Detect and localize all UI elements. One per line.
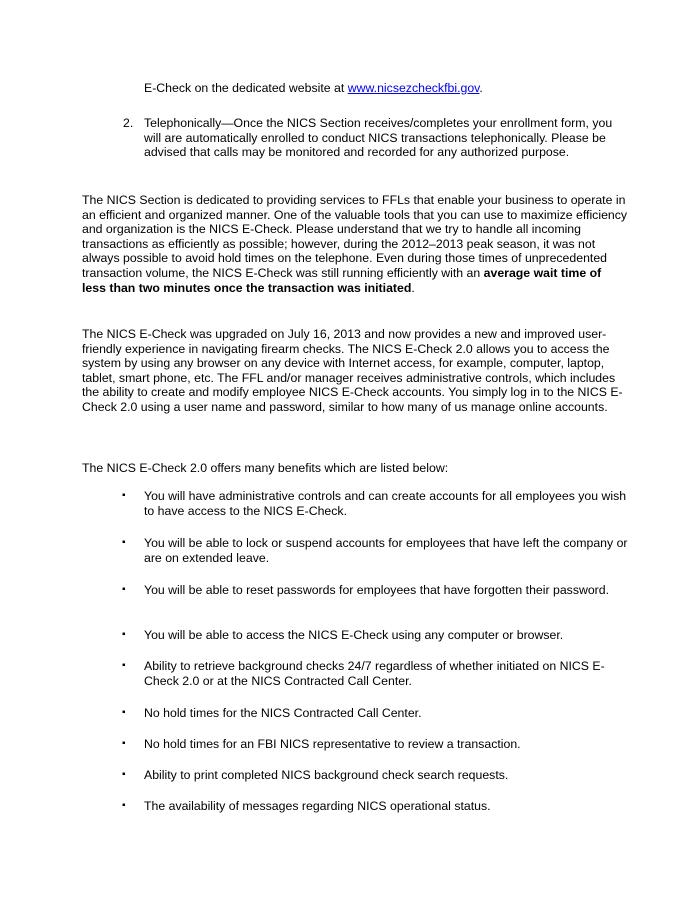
bullet-text: Ability to retrieve background checks 24/7 regardless of whether initiated on NICS E-Check 2.0 or at the NICS Contracted Call Center. bbox=[144, 659, 605, 688]
bullet-icon: ▪ bbox=[122, 584, 126, 595]
bullet-icon: ▪ bbox=[122, 707, 126, 718]
bullet-icon: ▪ bbox=[122, 629, 126, 640]
bullet-text: Ability to print completed NICS background check search requests. bbox=[144, 768, 509, 782]
paragraph-efficiency-bold: average wait time of less than two minutes once the transaction was initiated bbox=[82, 265, 602, 295]
bullet-text: You will be able to access the NICS E-Check using any computer or browser. bbox=[144, 628, 564, 642]
continuation-period: . bbox=[479, 81, 483, 95]
list-number: 2. bbox=[123, 116, 134, 130]
bullet-icon: ▪ bbox=[122, 660, 126, 671]
bullet-icon: ▪ bbox=[122, 490, 126, 501]
paragraph-efficiency-text: The NICS Section is dedicated to providing services to FFLs that enable your business to operate in an efficient and organized manner. One of the valuable tools that you can use to maximize efficiency and organization is the NICS E-Check. Please understand that we try to handle all incoming transactions as efficiently as possible; however, during the 2012–2013 peak season, it was not always possible to avoid hold times on the telephone. Even during those times of unprecedented transaction volume, the NICS E-Check was still running efficiently with an bbox=[82, 193, 628, 280]
bullet-icon: ▪ bbox=[122, 800, 126, 811]
website-link[interactable]: www.nicsezcheckfbi.gov bbox=[347, 81, 480, 95]
bullet-text: You will have administrative controls and can create accounts for all employees you wish to have access to the NICS E-Check. bbox=[144, 489, 627, 518]
bullet-text: No hold times for an FBI NICS representative to review a transaction. bbox=[144, 737, 521, 751]
paragraph-efficiency bbox=[82, 193, 628, 295]
bullet-text: You will be able to reset passwords for employees that have forgotten their password. bbox=[144, 583, 610, 597]
continuation-text: E-Check on the dedicated website at bbox=[144, 81, 348, 95]
list-item-text: Telephonically—Once the NICS Section receives/completes your enrollment form, you will are automatically enrolled to conduct NICS transactions telephonically. Please be advised that calls may be monitored and recorded for any authorized purpose. bbox=[144, 116, 613, 160]
continuation-line bbox=[144, 81, 624, 96]
paragraph-upgrade: The NICS E-Check was upgraded on July 16, 2013 and now provides a new and improved user-friendly experience in navigating firearm checks. The NICS E-Check 2.0 allows you to access the system by using any browser on any device with Internet access, for example, computer, laptop, tablet, smart phone, etc. The FFL and/or manager receives administrative controls, which includes the ability to create and modify employee NICS E-Check accounts. You simply log in to the NICS E-Check 2.0 using a user name and password, similar to how many of us manage online accounts. bbox=[82, 327, 623, 414]
bullet-text: You will be able to lock or suspend accounts for employees that have left the company or are on extended leave. bbox=[144, 536, 628, 565]
bullet-text: The availability of messages regarding NICS operational status. bbox=[144, 799, 491, 813]
bullet-icon: ▪ bbox=[122, 769, 126, 780]
paragraph-efficiency-end: . bbox=[411, 280, 415, 295]
paragraph-benefits-intro: The NICS E-Check 2.0 offers many benefits which are listed below: bbox=[82, 461, 449, 475]
bullet-icon: ▪ bbox=[122, 738, 126, 749]
bullet-icon: ▪ bbox=[122, 537, 126, 548]
bullet-text: No hold times for the NICS Contracted Call Center. bbox=[144, 706, 422, 720]
